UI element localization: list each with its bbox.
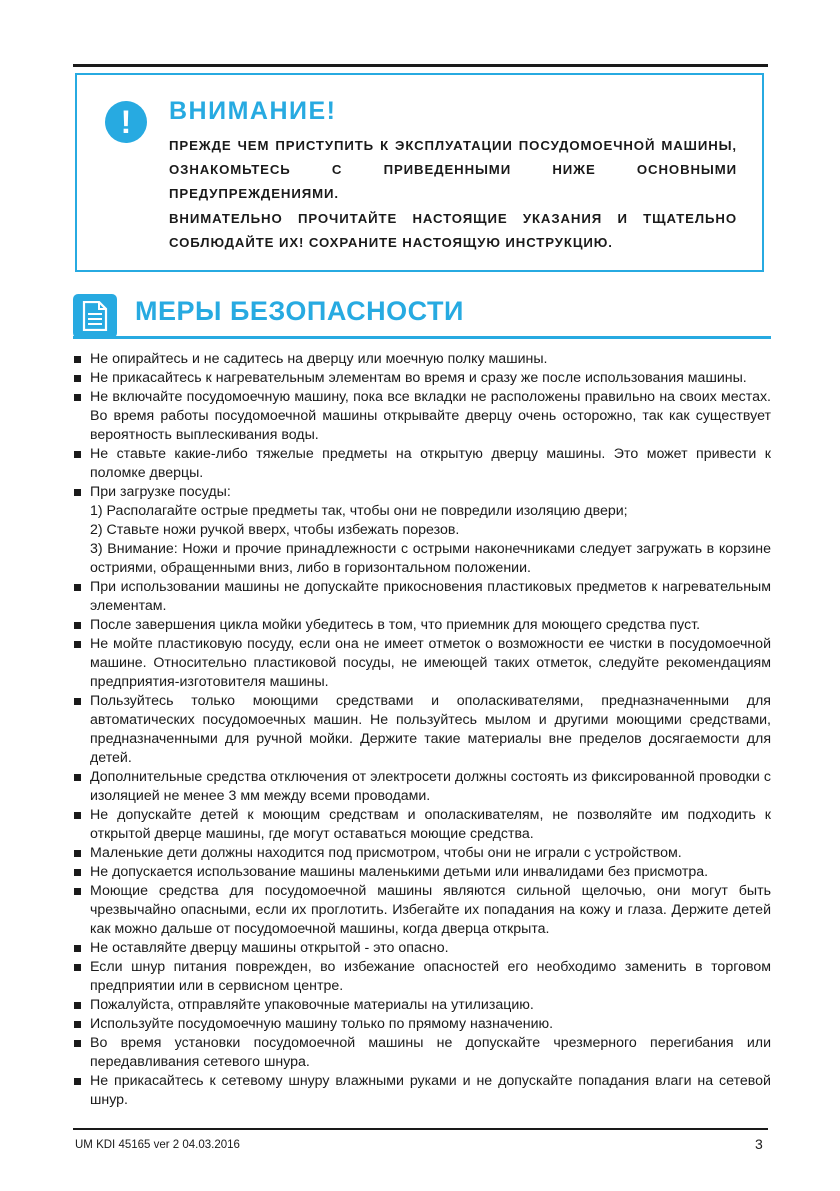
warning-title: ВНИМАНИЕ!	[169, 97, 337, 125]
list-item: Дополнительные средства отключения от электросети должны состоять из фиксированной проводки с изоляцией не менее 3 мм между всеми проводами.	[73, 768, 771, 806]
footer-doc-id: UM KDI 45165 ver 2 04.03.2016	[75, 1139, 240, 1151]
list-item: Не опирайтесь и не садитесь на дверцу или моечную полку машины.	[73, 350, 771, 369]
list-item: Используйте посудомоечную машину только по прямому назначению.	[73, 1015, 771, 1034]
list-item: После завершения цикла мойки убедитесь в том, что приемник для моющего средства пуст.	[73, 616, 771, 635]
warning-box	[75, 73, 764, 272]
list-item: Если шнур питания поврежден, во избежание опасностей его необходимо заменить в торговом предприятии или в сервисном центре.	[73, 958, 771, 996]
safety-section-header	[73, 292, 771, 340]
document-icon	[73, 294, 117, 338]
list-item: Пользуйтесь только моющими средствами и ополаскивателями, предназначенными для автоматических посудомоечных машин. Не пользуйтесь мылом и другими моющими средствами, предназначенными для ручной мойки. Держите такие материалы вне пределов досягаемости для детей.	[73, 692, 771, 768]
sub-item: 2) Ставьте ножи ручкой вверх, чтобы избежать порезов.	[90, 522, 460, 538]
list-item: Не прикасайтесь к нагревательным элементам во время и сразу же после использования машины.	[73, 369, 771, 388]
list-item: Маленькие дети должны находится под присмотром, чтобы они не играли с устройством.	[73, 844, 771, 863]
page-number: 3	[755, 1136, 763, 1152]
section-divider	[73, 336, 771, 339]
list-item: Моющие средства для посудомоечной машины являются сильной щелочью, они могут быть чрезвычайно опасными, если их проглотить. Избегайте их попадания на кожу и глаза. Держите детей как можно дальше от посудомоечной машины, когда дверца открыта.	[73, 882, 771, 939]
list-item: При использовании машины не допускайте прикосновения пластиковых предметов к нагревательным элементам.	[73, 578, 771, 616]
list-item: Не включайте посудомоечную машину, пока все вкладки не расположены правильно на своих местах. Во время работы посудомоечной машины открывайте дверцу очень осторожно, так как существует вероятность выплескивания воды.	[73, 388, 771, 445]
list-item: Не ставьте какие-либо тяжелые предметы на открытую дверцу машины. Это может привести к поломке дверцы.	[73, 445, 771, 483]
list-item-text: При загрузке посуды:	[90, 484, 231, 500]
sub-item: 1) Располагайте острые предметы так, чтобы они не повредили изоляцию двери;	[90, 503, 628, 519]
section-title: МЕРЫ БЕЗОПАСНОСТИ	[135, 296, 464, 326]
list-item-loading	[73, 483, 771, 578]
list-item: Не мойте пластиковую посуду, если она не имеет отметок о возможности ее чистки в посудомоечной машине. Относительно пластиковой посуды, не имеющей таких отметок, следуйте рекомендациям предприятия-изготовителя машины.	[73, 635, 771, 692]
list-item: Пожалуйста, отправляйте упаковочные материалы на утилизацию.	[73, 996, 771, 1015]
exclamation-icon: !	[105, 101, 147, 143]
top-divider	[73, 64, 768, 67]
warning-paragraph-2: ВНИМАТЕЛЬНО ПРОЧИТАЙТЕ НАСТОЯЩИЕ УКАЗАНИЯ И ТЩАТЕЛЬНО СОБЛЮДАЙТЕ ИХ! СОХРАНИТЕ НАСТОЯЩУЮ ИНСТРУКЦИЮ.	[169, 211, 737, 250]
list-item: Не допускается использование машины маленькими детьми или инвалидами без присмотра.	[73, 863, 771, 882]
safety-rules-list	[73, 350, 771, 1110]
list-item: Не допускайте детей к моющим средствам и ополаскивателям, не позволяйте им подходить к открытой дверце машины, где могут оставаться моющие средства.	[73, 806, 771, 844]
list-item: Не оставляйте дверцу машины открытой - это опасно.	[73, 939, 771, 958]
footer-divider	[73, 1128, 768, 1130]
sub-item: 3) Внимание: Ножи и прочие принадлежности с острыми наконечниками следует загружать в корзине остриями, обращенными вниз, либо в горизонтальном положении.	[90, 541, 771, 576]
warning-paragraph-1: ПРЕЖДЕ ЧЕМ ПРИСТУПИТЬ К ЭКСПЛУАТАЦИИ ПОСУДОМОЕЧНОЙ МАШИНЫ, ОЗНАКОМЬТЕСЬ С ПРИВЕДЕННЫМИ НИЖЕ ОСНОВНЫМИ ПРЕДУПРЕЖДЕНИЯМИ.	[169, 138, 737, 201]
list-item: Не прикасайтесь к сетевому шнуру влажными руками и не допускайте попадания влаги на сетевой шнур.	[73, 1072, 771, 1110]
list-item: Во время установки посудомоечной машины не допускайте чрезмерного перегибания или передавливания сетевого шнура.	[73, 1034, 771, 1072]
